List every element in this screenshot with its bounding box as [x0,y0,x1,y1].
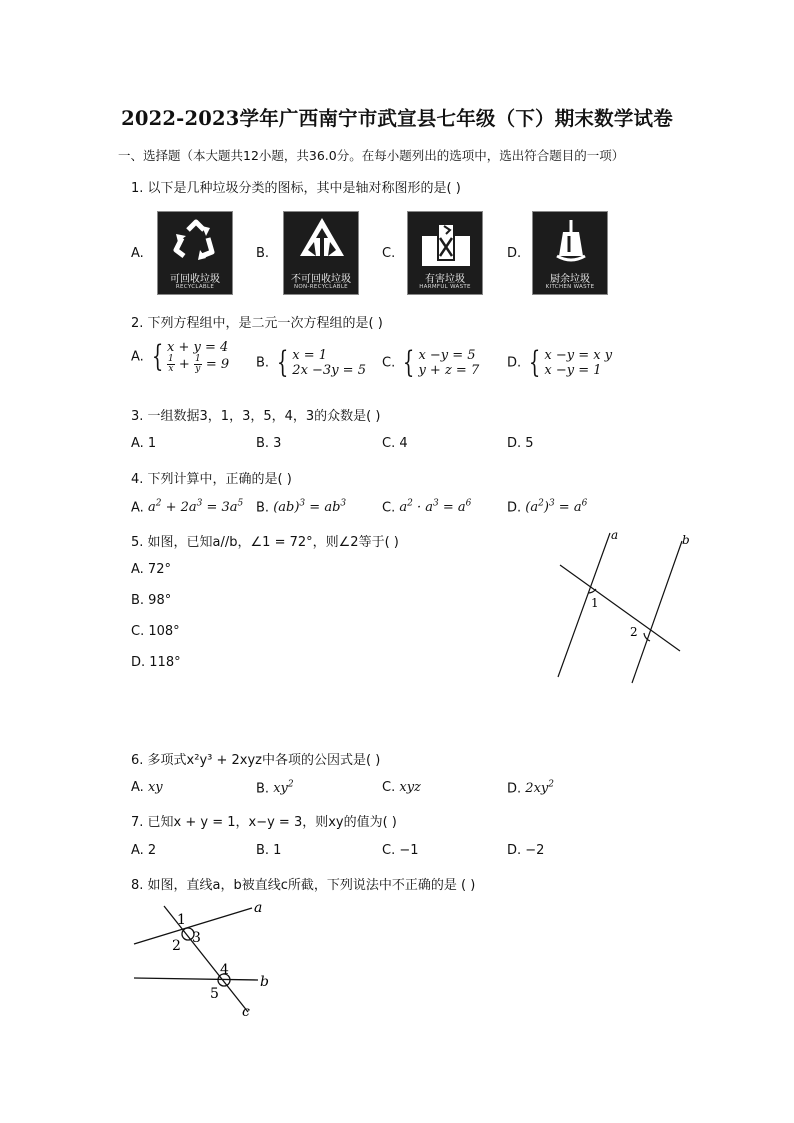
q6-option-b: B. $xy^2$ [256,780,294,797]
q7-option-c: C. −1 [382,843,419,858]
q7-option-b: B. 1 [256,843,282,858]
icon-label-en: RECYCLABLE [175,284,215,290]
q6-option-d-label: D. [507,781,522,797]
q4-option-c-label: C. [382,500,396,516]
label-angle-3: 3 [192,930,201,946]
q4-option-d-label: D. [507,500,522,516]
equation-system [292,348,366,378]
q3-option-c: C. 4 [382,436,408,451]
icon-label-cn: 有害垃圾 [425,274,465,285]
math-expression: $a^2 \cdot a^3 = a^6$ [399,499,472,516]
brace: { [277,345,289,380]
label-angle-1: 1 [177,912,186,928]
equation-row: x + y = 4 [167,340,229,355]
fraction [167,355,175,374]
exam-title: 2022-2023学年广西南宁市武宣县七年级（下）期末数学试卷 [121,107,673,130]
label-angle-2: 2 [172,938,181,954]
transversal [560,565,680,651]
q1-option-b-label: B. [256,246,270,261]
kitchen-waste-icon [533,212,609,272]
line-a [558,533,610,677]
q6-option-c: C. xyz [382,780,421,795]
q5-option-c: C. 108° [131,624,180,639]
icon-label-cn: 厨余垃圾 [550,274,590,285]
equation-row: x −y = 5 [418,348,476,363]
equation-system [167,340,229,374]
q2-option-a-label: A. [131,349,144,365]
question-7-stem: 7. 已知x + y = 1，x−y = 3，则xy的值为( ) [131,815,397,830]
non-recyclable-icon [284,212,360,272]
non-recyclable-icon-card [283,211,359,295]
q6-option-b-label: B. [256,781,270,797]
equation-row: x = 1 [292,348,328,363]
question-5-stem: 5. 如图，已知a//b，∠1 = 72°，则∠2等于( ) [131,535,399,550]
harmful-waste-icon-card [407,211,483,295]
label-b: b [260,974,269,990]
icon-label-en: KITCHEN WASTE [545,284,595,290]
label-angle-5: 5 [210,986,219,1002]
equation-row: x −y = x y [544,348,613,363]
question-6-stem: 6. 多项式x²y³ + 2xyz中各项的公因式是( ) [131,753,381,768]
question-2-stem: 2. 下列方程组中，是二元一次方程组的是( ) [131,316,383,331]
icon-label-en: NON-RECYCLABLE [294,284,348,290]
brace: { [529,345,541,380]
line-b [134,978,258,980]
recycle-icon-card [157,211,233,295]
icon-label-cn: 不可回收垃圾 [291,274,351,285]
kitchen-waste-icon-card [532,211,608,295]
icon-label-en: HARMFUL WASTE [419,284,471,290]
line-b [632,541,682,683]
label-a: a [254,900,263,916]
q5-option-b: B. 98° [131,593,172,608]
q4-option-c [382,499,471,515]
q3-option-b: B. 3 [256,436,282,451]
q6-option-a: A. xy [131,780,163,795]
label-c: c [242,1004,250,1020]
fraction [194,355,202,374]
math-expression: $(ab)^3 = ab^3$ [273,499,347,516]
q5-option-a: A. 72° [131,562,171,577]
q7-option-a: A. 2 [131,843,157,858]
q4-option-b-label: B. [256,500,270,516]
equation-row: x −y = 1 [544,363,602,378]
question-4-stem: 4. 下列计算中，正确的是( ) [131,472,292,487]
equation-row: $\frac{1}{x}$ + $\frac{1}{y}$ = 9 [168,354,230,374]
q2-option-c-label: C. [382,355,396,371]
math-expression: $(a^2)^3 = a^6$ [525,499,588,516]
q6-option-a-label: A. [131,780,144,795]
q2-option-d-label: D. [507,355,522,371]
label-angle-2: 2 [630,625,638,639]
recycle-icon [158,212,234,272]
q1-option-a-label: A. [131,246,144,261]
denominator: x [168,364,174,374]
q2-option-c [382,345,480,380]
q4-option-a-label: A. [131,500,144,516]
q4-option-d [507,499,587,515]
q4-option-a [131,499,243,515]
brace: { [151,339,164,374]
label-b: b [682,533,690,547]
parallel-lines-figure [550,525,700,690]
icon-label-cn: 可回收垃圾 [170,274,220,285]
brace: { [403,345,415,380]
question-3-stem: 3. 一组数据3，1，3，5，4，3的众数是( ) [131,409,381,424]
label-angle-4: 4 [220,962,229,978]
q1-option-d-label: D. [507,246,522,261]
q3-option-d: D. 5 [507,436,534,451]
q2-option-b [256,345,366,380]
label-angle-1: 1 [591,596,599,610]
equation-row: y + z = 7 [418,363,480,378]
numerator: 1 [194,354,201,364]
label-a: a [611,528,619,542]
equation-row: 2x −3y = 5 [292,363,366,378]
transversal-figure [130,898,280,1023]
math-expression: $a^2 + 2a^3 = 3a^5$ [147,499,244,516]
q4-option-b [256,499,346,515]
q2-option-d [507,345,613,380]
q5-option-d: D. 118° [131,655,181,670]
question-1-stem: 1. 以下是几种垃圾分类的图标，其中是轴对称图形的是( ) [131,181,461,196]
q6-option-c-label: C. [382,780,396,795]
rhs: = 9 [205,357,230,372]
equation-system [544,348,612,378]
equation-system [418,348,479,378]
harmful-waste-icon [408,212,484,272]
q3-option-a: A. 1 [131,436,157,451]
q1-option-c-label: C. [382,246,396,261]
numerator: 1 [168,354,174,364]
section-heading: 一、选择题（本大题共12小题，共36.0分。在每小题列出的选项中，选出符合题目的一项） [118,148,625,163]
q6-option-d: D. $2xy^2$ [507,780,554,797]
q2-option-a [131,340,229,374]
denominator: y [195,364,201,374]
question-8-stem: 8. 如图，直线a，b被直线c所截，下列说法中不正确的是 ( ) [131,878,476,893]
q2-option-b-label: B. [256,355,270,371]
q7-option-d: D. −2 [507,843,545,858]
